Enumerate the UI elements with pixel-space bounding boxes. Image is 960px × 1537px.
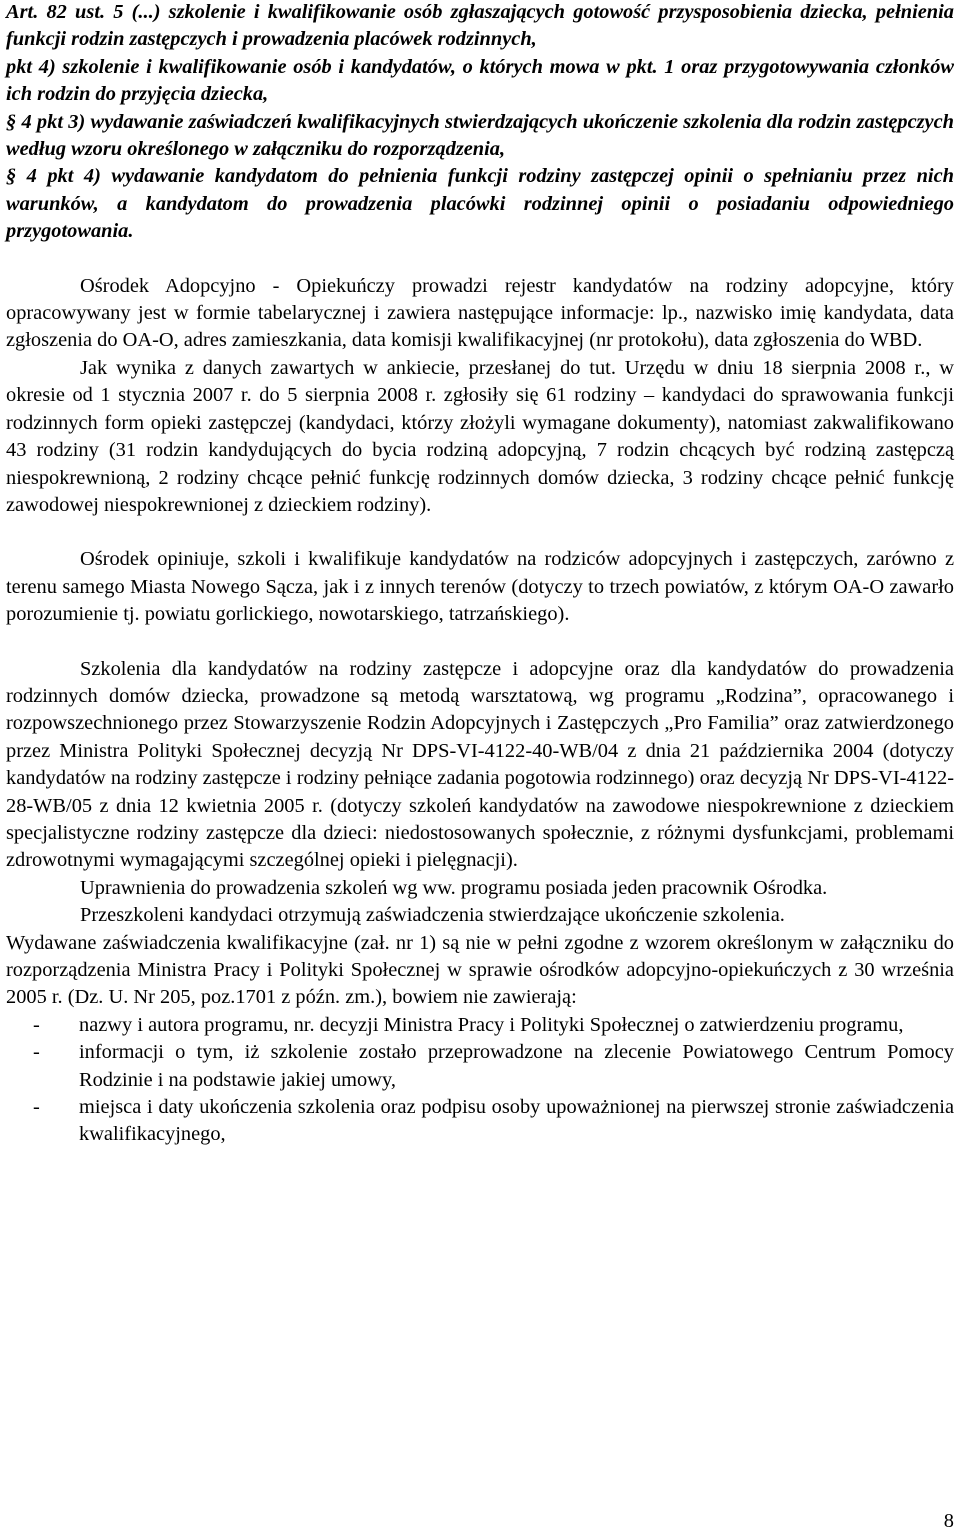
list-item-text: miejsca i daty ukończenia szkolenia oraz podpisu osoby upoważnionej na pierwszej stronie zaświadczenia kwalifikacyjnego,	[79, 1096, 954, 1146]
list-dash: -	[33, 1041, 40, 1064]
list-item-text: nazwy i autora programu, nr. decyzji Ministra Pracy i Polityki Społecznej o zatwierdzeniu programu,	[79, 1013, 904, 1036]
certificate-compliance-paragraph: Wydawane zaświadczenia kwalifikacyjne (zał. nr 1) są nie w pełni zgodne z wzorem określonym w załączniku do rozporządzenia Ministra Pracy i Polityki Społecznej w sprawie ośrodków adopcyjno-opiekuńczych z 30 września 2005 r. (Dz. U. Nr 205, poz.1701 z późn. zm.), bowiem nie zawierają:	[6, 931, 954, 1009]
certificate-paragraph: Przeszkoleni kandydaci otrzymują zaświadczenia stwierdzające ukończenie szkolenia.	[80, 904, 785, 927]
intro-paragraph-pkt4: pkt 4) szkolenie i kwalifikowanie osób i kandydatów, o których mowa w pkt. 1 oraz przygotowywania członków ich rodzin do przyjęcia dziecka,	[6, 55, 954, 106]
training-paragraph: Szkolenia dla kandydatów na rodziny zastępcze i adopcyjne oraz dla kandydatów do prowadzenia rodzinnych domów dziecka, prowadzone są metodą warsztatową, wg programu „Rodzina”, opracowanego i rozpowszechnionego przez Stowarzyszenie Rodzin Adopcyjnych i Zastępczych „Pro Familia” oraz zatwierdzonego przez Ministra Polityki Społecznej decyzją Nr DPS-VI-4122-40-WB/04 z dnia 21 października 2004 (dotyczy kandydatów na rodziny zastępcze i rodziny pełniące zadania pogotowia rodzinnego) oraz decyzją Nr DPS-VI-4122-28-WB/05 z dnia 12 kwietnia 2005 r. (dotyczy szkoleń kandydatów na zawodowe niespokrewnione z dzieckiem specjalistyczne rodziny zastępcze dla dzieci: niedostosowanych społecznie, z różnymi dysfunkcjami, problemami zdrowotnymi wymagającymi szczególnej opieki i pielęgnacji).	[6, 657, 954, 872]
list-item	[6, 1039, 954, 1094]
intro-paragraph-par4-pkt4: § 4 pkt 4) wydawanie kandydatom do pełnienia funkcji rodziny zastępczej opinii o spełnianiu przez nich warunków, a kandydatom do prowadzenia placówki rodzinnej opinii o posiadaniu odpowiedniego przygotowania.	[6, 165, 954, 243]
intro-paragraph-par4-pkt3: § 4 pkt 3) wydawanie zaświadczeń kwalifikacyjnych stwierdzających ukończenie szkolenia dla rodzin zastępczych według wzoru określonego w załączniku do rozporządzenia,	[6, 110, 954, 161]
list-item	[6, 1094, 954, 1149]
opinion-paragraph: Ośrodek opiniuje, szkoli i kwalifikuje kandydatów na rodziców adopcyjnych i zastępczych, zarówno z terenu samego Miasta Nowego Sącza, jak i z innych terenów (dotyczy to trzech powiatów, z którym OA-O zawarło porozumienie tj. powiatu gorlickiego, nowotarskiego, tatrzańskiego).	[6, 548, 954, 626]
registry-paragraph: Ośrodek Adopcyjno - Opiekuńczy prowadzi rejestr kandydatów na rodziny adopcyjne, który opracowywany jest w formie tabelarycznej i zawiera następujące informacje: lp., nazwisko imię kandydata, data zgłoszenia do OA-O, adres zamieszkania, data komisji kwalifikacyjnej (nr protokołu), data zgłoszenia do WBD.	[6, 274, 954, 352]
survey-data-paragraph: Jak wynika z danych zawartych w ankiecie, przesłanej do tut. Urzędu w dniu 18 sierpnia 2008 r., w okresie od 1 stycznia 2007 r. do 5 sierpnia 2008 r. zgłosiły się 61 rodziny – kandydaci do sprawowania funkcji rodzinnych form opieki zastępczej (kandydaci, którzy złożyli wymagane dokumenty), natomiast zakwalifikowano 43 rodziny (31 rodzin kandydujących do bycia rodziną adopcyjną, 7 rodzin chcących być rodziną zastępczą niespokrewnioną, 2 rodziny chcące pełnić funkcję rodzinnych domów dziecka, 3 rodziny chcące pełnić funkcję zawodowej niespokrewnionej z dzieckiem rodziny).	[6, 356, 954, 516]
list-dash: -	[33, 1013, 40, 1036]
list-item	[6, 1012, 954, 1039]
trainer-paragraph: Uprawnienia do prowadzenia szkoleń wg ww. programu posiada jeden pracownik Ośrodka.	[80, 876, 828, 899]
intro-paragraph-art82: Art. 82 ust. 5 (...) szkolenie i kwalifikowanie osób zgłaszających gotowość przysposobienia dziecka, pełnienia funkcji rodzin zastępczych i prowadzenia placówek rodzinnych,	[6, 1, 954, 51]
document-body	[6, 0, 954, 1149]
list-dash: -	[33, 1096, 40, 1119]
list-item-text: informacji o tym, iż szkolenie zostało przeprowadzone na zlecenie Powiatowego Centrum Pomocy Rodzinie i na podstawie jakiej umowy,	[79, 1041, 954, 1091]
missing-items-list	[6, 1012, 954, 1149]
page-number: 8	[943, 1509, 954, 1532]
